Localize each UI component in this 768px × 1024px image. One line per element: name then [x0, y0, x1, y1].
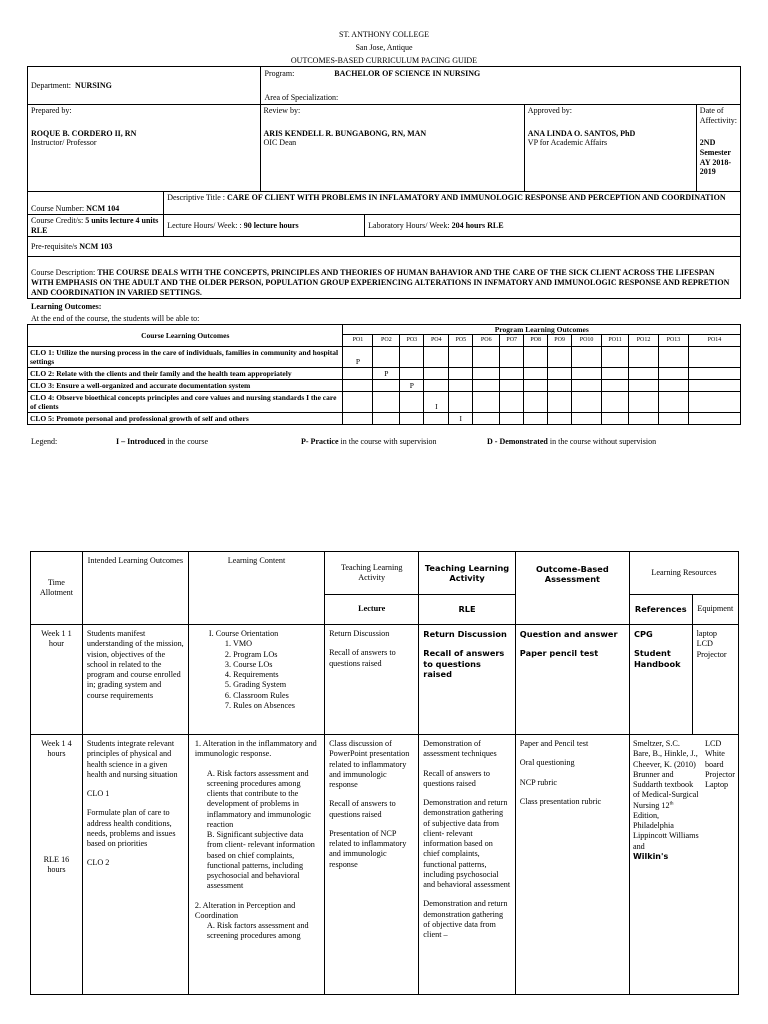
list-item: 4. Requirements: [224, 670, 279, 679]
learning-content-header: Learning Content: [188, 552, 324, 625]
week1-equipment: laptop LCD Projector: [692, 625, 738, 735]
clo-2-po-2-mark: P: [373, 368, 400, 380]
prepared-by-cell: Prepared by: ROQUE B. CORDERO II, RN Instructor/ Professor: [28, 105, 261, 192]
legend-practice: P- Practice in the course with supervision: [301, 437, 437, 446]
oba-header: Outcome-Based Assessment: [515, 552, 629, 625]
school-location: San Jose, Antique: [355, 43, 413, 52]
rle-header: RLE: [419, 595, 516, 625]
clo-3-po-4-mark: [424, 380, 449, 392]
clo-4-po-11-mark: [602, 392, 629, 413]
course-number-value: NCM 104: [86, 203, 120, 213]
lecture-hours-cell: Lecture Hours/ Week: : 90 lecture hours: [164, 215, 365, 237]
po-header-12: PO12: [629, 335, 659, 347]
week1-time: Week 1 1 hour: [31, 625, 83, 735]
document-title: OUTCOMES-BASED CURRICULUM PACING GUIDE: [290, 56, 478, 65]
week2-equipment: LCD White board Projector Laptop: [704, 739, 735, 789]
clo-3-po-10-mark: [572, 380, 602, 392]
course-credits-value: 5 units lecture 4 units RLE: [31, 216, 159, 235]
prerequisite-cell: Pre-requisite/s NCM 103: [28, 237, 741, 257]
po-header-13: PO13: [659, 335, 689, 347]
list-item: 2. Program LOs: [224, 649, 278, 659]
clo-2-po-10-mark: [572, 368, 602, 380]
approved-by-role: VP for Academic Affairs: [527, 138, 608, 148]
clo-4-po-6-mark: [473, 392, 500, 413]
clo-3-po-8-mark: [524, 380, 548, 392]
list-item: 5. Grading System: [224, 680, 287, 690]
school-name: ST. ANTHONY COLLEGE: [339, 30, 429, 39]
list-item: 7. Rules on Absences: [224, 700, 295, 710]
clo-1-po-9-mark: [548, 347, 572, 368]
clo-4-po-5-mark: [449, 392, 473, 413]
pacing-guide-table: [30, 551, 739, 995]
week2-ilo: Students integrate relevant principles of physical and health science in a given health and nursing situation CLO 1 Formulate plan of care to address health conditions, needs, problems and issues based on priorities CLO 2: [82, 735, 188, 995]
week2-references: Smeltzer, S.C. Bare, B., Hinkle, J., Cheever, K. (2010) Brunner and Suddarth textbook of Medical-Surgical Nursing 12th Edition, Philadelphia Lippincott Williams and Wilkin's: [632, 739, 699, 861]
learning-outcomes-heading: Learning Outcomes:: [31, 302, 102, 311]
clo-5-text: CLO 5: Promote personal and professional growth of self and others: [28, 413, 343, 425]
table-row: [28, 413, 741, 425]
clo-5-po-13-mark: [659, 413, 689, 425]
course-description-value: THE COURSE DEALS WITH THE CONCEPTS, PRINCIPLES AND THEORIES OF HUMAN BAHAVIOR AND THE CARE OF THE SICK CLIENT ACROSS THE LIFESPAN WITH EMPHASIS ON THE ADULT AND THE OLDER PERSON, POPULATION GROUP EXPERIENCING ALTERATIONS IN INFMATORY AND IMMUNOLOGIC RESPONSE AND REPRETION AND COORDINATION IN VARIED SETTINGS.: [31, 268, 730, 297]
table-row: [31, 625, 739, 735]
prerequisite-value: NCM 103: [79, 242, 113, 252]
po-header-6: PO6: [473, 335, 500, 347]
clo-3-po-6-mark: [473, 380, 500, 392]
week1-ilo: Students manifest understanding of the mission, vision, objectives of the school in related to the program and course enrolled in; grading system and course requirements: [82, 625, 188, 735]
ilo-header: Intended Learning Outcomes: [82, 552, 188, 625]
clo-2-po-13-mark: [659, 368, 689, 380]
week1-assessment: Question and answer Paper pencil test: [515, 625, 629, 735]
clo-2-po-1-mark: [343, 368, 373, 380]
po-header-8: PO8: [524, 335, 548, 347]
clo-4-po-13-mark: [659, 392, 689, 413]
clo-5-po-10-mark: [572, 413, 602, 425]
clo-2-po-14-mark: [688, 368, 740, 380]
list-item: 3. Course LOs: [224, 659, 273, 669]
clo-2-po-3-mark: [400, 368, 424, 380]
clo-5-po-1-mark: [343, 413, 373, 425]
clo-4-po-12-mark: [629, 392, 659, 413]
clo-3-po-7-mark: [500, 380, 524, 392]
table-row: [28, 392, 741, 413]
clo-4-po-8-mark: [524, 392, 548, 413]
program-value: BACHELOR OF SCIENCE IN NURSING: [334, 69, 481, 78]
lecture-hours-value: 90 lecture hours: [243, 220, 299, 230]
clo-4-po-2-mark: [373, 392, 400, 413]
department-cell: Department: NURSING: [28, 67, 261, 105]
table-row: [28, 347, 741, 368]
clo-3-po-1-mark: [343, 380, 373, 392]
time-allotment-header: Time Allotment: [31, 552, 83, 625]
department-value: NURSING: [74, 80, 112, 90]
clo-3-po-2-mark: [373, 380, 400, 392]
learning-resources-header: Learning Resources: [629, 552, 738, 595]
date-of-affectivity-cell: Date of Affectivity: 2ND Semester AY 2018-2019: [699, 106, 737, 177]
clo-2-po-9-mark: [548, 368, 572, 380]
clo-4-po-10-mark: [572, 392, 602, 413]
clo-1-po-12-mark: [629, 347, 659, 368]
po-header-4: PO4: [424, 335, 449, 347]
clo-3-po-11-mark: [602, 380, 629, 392]
clo-rows: [28, 347, 741, 425]
clo-2-po-11-mark: [602, 368, 629, 380]
clo-5-po-3-mark: [400, 413, 424, 425]
clo-5-po-6-mark: [473, 413, 500, 425]
list-item: 6. Classroom Rules: [224, 690, 289, 700]
course-credits-cell: Course Credit/s: 5 units lecture 4 units RLE: [28, 215, 164, 237]
legend-demonstrated: D - Demonstrated in the course without supervision: [487, 437, 657, 446]
clo-1-po-2-mark: [373, 347, 400, 368]
clo-5-po-11-mark: [602, 413, 629, 425]
references-header: References: [629, 595, 692, 625]
week1-rle: Return Discussion Recall of answers to questions raised: [419, 625, 516, 735]
po-header-11: PO11: [602, 335, 629, 347]
clo-3-po-12-mark: [629, 380, 659, 392]
po-header-7: PO7: [500, 335, 524, 347]
clo-3-text: CLO 3: Ensure a well-organized and accurate documentation system: [28, 380, 343, 392]
week2-resources: [629, 735, 738, 995]
descriptive-title-cell: Descriptive Title : CARE OF CLIENT WITH PROBLEMS IN INFLAMATORY AND IMMUNOLOGIC RESPONSE AND PERCEPTION AND COORDINATION: [164, 192, 741, 215]
outcomes-mapping-table: [27, 324, 741, 425]
week1-content: [188, 625, 324, 735]
po-header-3: PO3: [400, 335, 424, 347]
week2-time: Week 1 4 hours RLE 16 hours: [31, 735, 83, 995]
clo-5-po-14-mark: [688, 413, 740, 425]
week2-rle: Demonstration of assessment techniques Recall of answers to questions raised Demonstration and return demonstration gathering of subjective data from client- relevant information based on chief complaints, functional patterns, including psychosocial and behavioral assessment Demonstration and return demonstration gathering of objective data from client –: [419, 735, 516, 995]
clo-3-po-5-mark: [449, 380, 473, 392]
clo-4-po-9-mark: [548, 392, 572, 413]
date-of-affectivity-value: 2ND Semester AY 2018-2019: [699, 138, 731, 177]
clo-2-po-7-mark: [500, 368, 524, 380]
clo-5-po-2-mark: [373, 413, 400, 425]
descriptive-title-value: CARE OF CLIENT WITH PROBLEMS IN INFLAMATORY AND IMMUNOLOGIC RESPONSE AND PERCEPTION AND COORDINATION: [226, 193, 726, 203]
clo-5-po-12-mark: [629, 413, 659, 425]
week1-lecture: Return Discussion Recall of answers to questions raised: [325, 625, 419, 735]
legend-introduced: I – Introduced in the course: [116, 437, 209, 446]
clo-header: Course Learning Outcomes: [28, 325, 343, 347]
clo-4-text: CLO 4: Observe bioethical concepts principles and core values and nursing standards I the care of clients: [28, 392, 343, 413]
po-header-10: PO10: [572, 335, 602, 347]
po-header-5: PO5: [449, 335, 473, 347]
review-by-role: OIC Dean: [263, 138, 297, 148]
legend: Legend: I – Introduced in the course P- Practice in the course with supervision D - Demonstrated in the course without supervision: [31, 437, 657, 446]
clo-3-po-14-mark: [688, 380, 740, 392]
prepared-by-role: Instructor/ Professor: [31, 138, 97, 148]
table-row: [28, 380, 741, 392]
clo-2-po-4-mark: [424, 368, 449, 380]
week1-content-title: I. Course Orientation: [208, 629, 279, 638]
clo-1-po-8-mark: [524, 347, 548, 368]
clo-4-po-14-mark: [688, 392, 740, 413]
po-header-9: PO9: [548, 335, 572, 347]
approved-by-cell: Approved by: ANA LINDA O. SANTOS, PhD VP for Academic Affairs: [525, 105, 697, 191]
learning-outcomes-intro: At the end of the course, the students will be able to:: [31, 314, 200, 323]
clo-1-text: CLO 1: Utilize the nursing process in the care of individuals, families in community and hospital settings: [28, 347, 343, 368]
approval-cell: [524, 105, 740, 192]
clo-5-po-5-mark: I: [449, 413, 473, 425]
clo-3-po-9-mark: [548, 380, 572, 392]
course-number-cell: Course Number: NCM 104: [28, 192, 164, 215]
clo-5-po-4-mark: [424, 413, 449, 425]
week2-content: 1. Alteration in the inflammatory and immunologic response. A. Risk factors assessment and screening procedures among clients that contribute to the development of problems in inflammatory and immunologic reaction B. Significant subjective data from client- relevant information based on chief complaints, functional patterns, including psychosocial and behavioral assessment 2. Alteration in Perception and Coordination A. Risk factors assessment and screening procedures among: [188, 735, 324, 995]
tla-lecture-header: Teaching Learning Activity: [325, 552, 419, 595]
review-by-cell: Review by: ARIS KENDELL R. BUNGABONG, RN, MAN OIC Dean: [260, 105, 524, 192]
course-info-table: [27, 66, 741, 299]
clo-1-po-1-mark: P: [343, 347, 373, 368]
week2-lecture: Class discussion of PowerPoint presentation related to inflammatory and immunologic response Recall of answers to questions raised Presentation of NCP related to inflammatory and immunologic response: [325, 735, 419, 995]
course-description-cell: Course Description: THE COURSE DEALS WITH THE CONCEPTS, PRINCIPLES AND THEORIES OF HUMAN BAHAVIOR AND THE CARE OF THE SICK CLIENT ACROSS THE LIFESPAN WITH EMPHASIS ON THE ADULT AND THE OLDER PERSON, POPULATION GROUP EXPERIENCING ALTERATIONS IN INFMATORY AND IMMUNOLOGIC RESPONSE AND REPRETION AND COORDINATION IN VARIED SETTINGS.: [28, 257, 741, 299]
clo-2-po-8-mark: [524, 368, 548, 380]
lecture-header: Lecture: [325, 595, 419, 625]
laboratory-hours-value: 204 hours RLE: [451, 220, 504, 230]
po-header-1: PO1: [343, 335, 373, 347]
week1-content-list: [209, 639, 320, 711]
clo-2-po-5-mark: [449, 368, 473, 380]
tla-rle-header: Teaching Learning Activity: [419, 552, 516, 595]
clo-1-po-6-mark: [473, 347, 500, 368]
clo-1-po-7-mark: [500, 347, 524, 368]
clo-1-po-14-mark: [688, 347, 740, 368]
plo-header: Program Learning Outcomes: [343, 325, 741, 335]
week1-references: CPG Student Handbook: [629, 625, 692, 735]
clo-1-po-4-mark: [424, 347, 449, 368]
list-item: 1. VMO: [224, 639, 253, 649]
program-cell: Program: BACHELOR OF SCIENCE IN NURSING Area of Specialization:: [260, 67, 740, 105]
equipment-header: Equipment: [692, 595, 738, 625]
po-header-14: PO14: [688, 335, 740, 347]
prepared-by-name: ROQUE B. CORDERO II, RN: [31, 128, 137, 138]
clo-1-po-11-mark: [602, 347, 629, 368]
clo-4-po-3-mark: [400, 392, 424, 413]
clo-1-po-3-mark: [400, 347, 424, 368]
table-row: [31, 735, 739, 995]
area-of-specialization: Area of Specialization:: [264, 92, 339, 102]
review-by-name: ARIS KENDELL R. BUNGABONG, RN, MAN: [263, 128, 427, 138]
week2-assessment: Paper and Pencil test Oral questioning NCP rubric Class presentation rubric: [515, 735, 629, 995]
clo-4-po-4-mark: I: [424, 392, 449, 413]
clo-3-po-13-mark: [659, 380, 689, 392]
laboratory-hours-cell: Laboratory Hours/ Week: 204 hours RLE: [365, 215, 741, 237]
clo-5-po-9-mark: [548, 413, 572, 425]
clo-1-po-10-mark: [572, 347, 602, 368]
clo-2-po-12-mark: [629, 368, 659, 380]
clo-5-po-8-mark: [524, 413, 548, 425]
approved-by-name: ANA LINDA O. SANTOS, PhD: [527, 128, 636, 138]
clo-1-po-5-mark: [449, 347, 473, 368]
clo-2-text: CLO 2: Relate with the clients and their family and the health team appropriately: [28, 368, 343, 380]
clo-5-po-7-mark: [500, 413, 524, 425]
clo-3-po-3-mark: P: [400, 380, 424, 392]
clo-4-po-7-mark: [500, 392, 524, 413]
clo-4-po-1-mark: [343, 392, 373, 413]
po-header-2: PO2: [373, 335, 400, 347]
table-row: [28, 368, 741, 380]
clo-2-po-6-mark: [473, 368, 500, 380]
clo-1-po-13-mark: [659, 347, 689, 368]
